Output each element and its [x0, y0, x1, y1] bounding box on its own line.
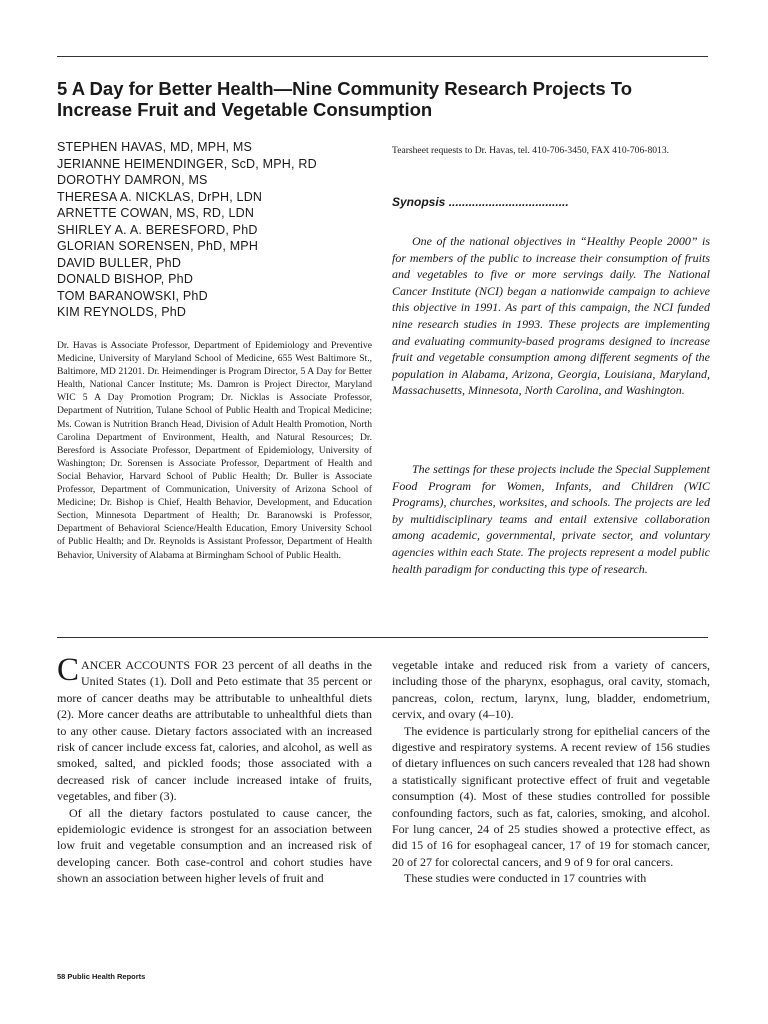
section-divider	[57, 637, 708, 638]
body-column-left	[57, 652, 373, 887]
synopsis-paragraph-2: The settings for these projects include the Special Supplement Food Program for Women, Infants, and Children (WIC Programs), churches, worksites, and schools. The projects are led by multidisciplinary teams and entail extensive collaboration among academic, governmental, private sector, and voluntary agencies within each State. The projects represent a model public health paradigm for conducting this type of research.	[392, 462, 710, 576]
author-name: KIM REYNOLDS, PhD	[57, 305, 187, 319]
body-paragraph: vegetable intake and reduced risk from a variety of cancers, including those of the pharynx, esophagus, oral cavity, stomach, pancreas, colon, rectum, larynx, lung, bladder, endometrium, cervix, and ovary (4–10).	[392, 658, 710, 722]
page-footer: 58 Public Health Reports	[57, 972, 146, 981]
body-paragraph: Of all the dietary factors postulated to cause cancer, the epidemiologic evidence is strongest for an association between low fruit and vegetable consumption and an increased risk of developing cancer. Both case-control and cohort studies have shown an association between higher levels of fruit and	[57, 805, 372, 886]
author-name: DAVID BULLER, PhD	[57, 255, 182, 270]
synopsis-leader-dots: ....................................	[445, 195, 569, 209]
author-name: SHIRLEY A. A. BERESFORD, PhD	[57, 222, 258, 237]
article-title: 5 A Day for Better Health—Nine Community Research Projects To Increase Fruit and Vegetable Consumption	[57, 78, 633, 120]
synopsis-paragraph-1: One of the national objectives in “Healthy People 2000” is for members of the public to increase their consumption of fruits and vegetables to five or more servings daily. The National Cancer Institute (NCI) began a nationwide campaign to achieve this objective in 1991. As part of this campaign, the NCI funded nine research studies in 1993. These projects are implementing and evaluating community-based programs designed to increase fruit and vegetable consumption among different segments of the population in Alabama, Arizona, Georgia, Louisiana, Maryland, Massachusetts, Minnesota, North Carolina, and Washington.	[392, 234, 710, 398]
lead-in-text: ANCER ACCOUNTS FOR	[81, 658, 218, 672]
body-paragraph	[57, 652, 373, 805]
author-name: DOROTHY DAMRON, MS	[57, 173, 208, 187]
author-name: GLORIAN SORENSEN, PhD, MPH	[57, 239, 259, 253]
author-name: TOM BARANOWSKI, PhD	[57, 288, 208, 303]
author-name: THERESA A. NICKLAS, DrPH, LDN	[57, 189, 263, 204]
author-name: ARNETTE COWAN, MS, RD, LDN	[57, 206, 255, 220]
author-name: DONALD BISHOP, PhD	[57, 272, 194, 286]
author-affiliations: Dr. Havas is Associate Professor, Department of Epidemiology and Preventive Medicine, University of Maryland School of Medicine, 655 West Baltimore St., Baltimore, MD 21201. Dr. Heimendinger is Program Director, 5 A Day for Better Health, National Cancer Institute; Ms. Damron is Project Director, Maryland WIC 5 A Day Promotion Program; Dr. Nicklas is Associate Professor, Department of Nutrition, Tulane School of Public Health and Tropical Medicine; Ms. Cowan is Nutrition Branch Head, Division of Adult Health Promotion, North Carolina Department of Environment, Health, and Natural Resources; Dr. Beresford is Associate Professor, Department of Epidemiology, University of Washington; Dr. Sorensen is Associate Professor, Department of Health and Social Behavior, Harvard School of Public Health; Dr. Buller is Associate Professor, Department of Communication, University of Arizona School of Medicine; Dr. Bishop is Chief, Health Behavior, Development, and Education Section, Minnesota Department of Health; Dr. Baranowski is Professor, Department of Behavioral Science/Health Education, Emory University School of Public Health; and Dr. Reynolds is Assistant Professor, Department of Health Behavior, University of Alabama at Birmingham School of Public Health.	[57, 340, 372, 561]
body-paragraph: These studies were conducted in 17 countries with	[404, 871, 647, 886]
drop-cap: C	[57, 652, 80, 688]
synopsis-heading	[392, 195, 710, 209]
synopsis-heading-label: Synopsis	[392, 195, 446, 209]
body-column-right	[392, 657, 710, 887]
author-name: STEPHEN HAVAS, MD, MPH, MS	[57, 140, 253, 154]
author-name: JERIANNE HEIMENDINGER, ScD, MPH, RD	[57, 156, 317, 171]
tearsheet-note: Tearsheet requests to Dr. Havas, tel. 410-706-3450, FAX 410-706-8013.	[392, 145, 670, 156]
body-paragraph: The evidence is particularly strong for epithelial cancers of the digestive and respiratory systems. A recent review of 156 studies of dietary influences on such cancers revealed that 128 had shown a statistically significant protective effect of fruit and vegetable consumption (4). Most of these studies controlled for possible confounding factors, such as fat, calories, smoking, and alcohol. For lung cancer, 24 of 25 studies showed a protective effect, as did 15 of 16 for esophageal cancer, 17 of 19 for stomach cancer, 20 of 27 for colorectal cancers, and 9 of 9 for oral cancers.	[392, 723, 710, 869]
top-rule	[57, 56, 708, 57]
body-paragraph-text: 23 percent of all deaths in the United States (1). Doll and Peto estimate that 35 percent or more of cancer deaths may be attributable to unhealthful diets (2). More cancer deaths are attributable to unhealthful diets than to any other cause. Dietary factors associated with an increased risk of cancer include excess fat, calories, and alcohol, as well as smoked, salted, and pickled foods; those associated with a decreased risk of cancer include increased intake of fruits, vegetables, and fiber (3).	[57, 658, 373, 804]
author-list	[57, 139, 387, 321]
